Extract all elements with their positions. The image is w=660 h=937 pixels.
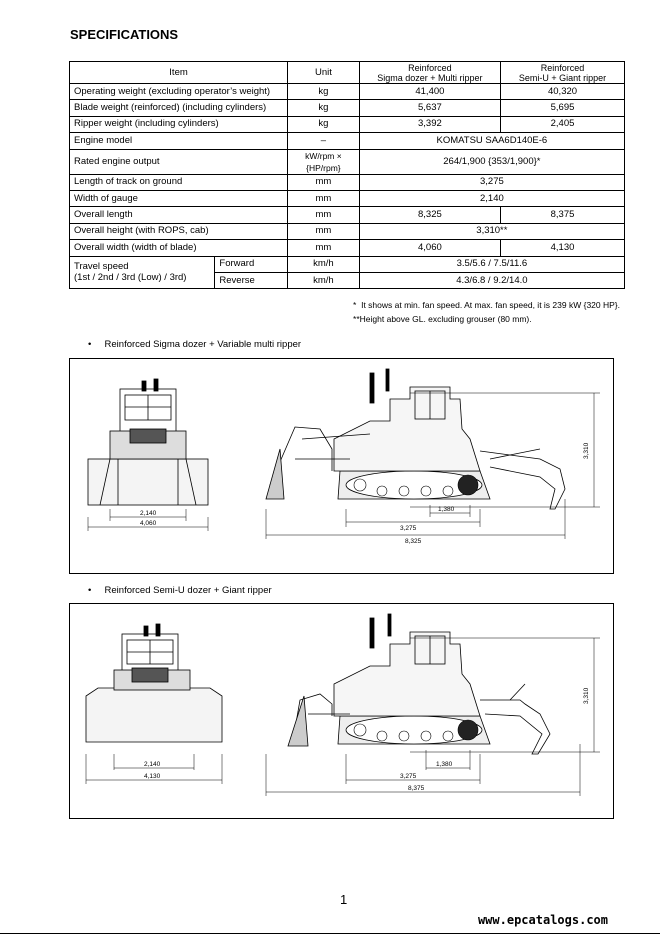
figure-2-label: Reinforced Semi-U dozer + Giant ripper (104, 585, 272, 596)
row-item: Overall length (70, 207, 288, 223)
travel-reverse-label: Reverse (215, 272, 288, 288)
figure-1-caption: • Reinforced Sigma dozer + Variable multi ripper (88, 339, 302, 350)
fig1-dim-height: 3,310 (583, 442, 590, 459)
header-col2-line1: Reinforced (540, 62, 585, 73)
figure-2-caption: • Reinforced Semi-U dozer + Giant ripper (88, 585, 272, 596)
header-unit: Unit (288, 62, 360, 84)
row-unit: – (288, 133, 360, 149)
row-unit: kg (288, 116, 360, 132)
fig1-dim-track: 3,275 (400, 525, 417, 532)
travel-forward-unit: km/h (288, 256, 360, 272)
row-item: Blade weight (reinforced) (including cylinders) (70, 100, 288, 116)
row-value-col2: 40,320 (501, 84, 625, 100)
travel-forward-label: Forward (215, 256, 288, 272)
header-col2 (501, 62, 625, 84)
row-unit: mm (288, 174, 360, 190)
row-unit: kW/rpm × {HP/rpm} (288, 149, 360, 174)
table-row (70, 207, 625, 223)
row-unit: mm (288, 207, 360, 223)
bottom-rule (0, 933, 660, 934)
travel-reverse-value: 4.3/6.8 / 9.2/14.0 (359, 272, 624, 288)
table-row (70, 223, 625, 239)
fig1-dim-length: 8,325 (405, 538, 422, 545)
side-view-dozer-1 (266, 369, 565, 509)
row-item: Length of track on ground (70, 174, 288, 190)
row-value-col1: 8,325 (359, 207, 500, 223)
row-value-both: KOMATSU SAA6D140E-6 (359, 133, 624, 149)
side-view-dozer-2 (288, 614, 550, 754)
fig2-dim-gauge: 2,140 (144, 761, 161, 768)
table-row (70, 240, 625, 256)
row-unit: mm (288, 190, 360, 206)
fig2-dim-length: 8,375 (408, 785, 425, 792)
table-row (70, 149, 625, 174)
footnote-2 (353, 312, 620, 326)
row-item: Rated engine output (70, 149, 288, 174)
table-row (70, 84, 625, 100)
table-row (70, 100, 625, 116)
fig1-dim-gauge: 2,140 (140, 510, 157, 517)
footnote-1 (353, 298, 620, 312)
row-item: Operating weight (excluding operator’s weight) (70, 84, 288, 100)
table-row (70, 190, 625, 206)
fig1-dim-sprocket: 1,380 (438, 506, 455, 513)
table-header-row (70, 62, 625, 84)
fig2-dim-height: 3,310 (583, 687, 590, 704)
footnotes (353, 298, 620, 326)
header-col1-line1: Reinforced (408, 62, 452, 73)
table-row (70, 133, 625, 149)
row-unit: kg (288, 84, 360, 100)
row-value-col2: 8,375 (501, 207, 625, 223)
fig1-dim-width: 4,060 (140, 520, 157, 527)
footnote-2-mark: ** (353, 314, 360, 324)
figure-1-svg (70, 359, 613, 573)
page-title: SPECIFICATIONS (70, 27, 179, 42)
row-value-both: 264/1,900 {353/1,900}* (359, 149, 624, 174)
figure-1-drawing (69, 358, 614, 574)
fig2-dim-width: 4,130 (144, 773, 161, 780)
header-item: Item (70, 62, 288, 84)
row-unit: mm (288, 240, 360, 256)
row-value-col1: 4,060 (359, 240, 500, 256)
header-col1-line2: Sigma dozer + Multi ripper (377, 72, 483, 83)
footnote-2-text: Height above GL. excluding grouser (80 mm). (359, 314, 532, 324)
travel-forward-value: 3.5/5.6 / 7.5/11.6 (359, 256, 624, 272)
footnote-1-text: It shows at min. fan speed. At max. fan speed, it is 239 kW {320 HP}. (361, 300, 620, 310)
table-row-travel-forward (70, 256, 625, 272)
travel-speed-line2: (1st / 2nd / 3rd (Low) / 3rd) (74, 272, 187, 284)
header-col1 (359, 62, 500, 84)
row-item: Width of gauge (70, 190, 288, 206)
figure-2-drawing (69, 603, 614, 819)
row-item: Engine model (70, 133, 288, 149)
front-view-dozer-2 (86, 624, 222, 742)
front-view-dozer-1 (88, 379, 208, 505)
table-row (70, 116, 625, 132)
row-value-col2: 4,130 (501, 240, 625, 256)
specifications-table (69, 61, 625, 289)
row-value-col2: 5,695 (501, 100, 625, 116)
row-item: Ripper weight (including cylinders) (70, 116, 288, 132)
travel-reverse-unit: km/h (288, 272, 360, 288)
row-value-col1: 41,400 (359, 84, 500, 100)
row-unit: mm (288, 223, 360, 239)
row-value-col1: 5,637 (359, 100, 500, 116)
header-col2-line2: Semi-U + Giant ripper (518, 72, 607, 83)
row-value-col1: 3,392 (359, 116, 500, 132)
figure-1-label: Reinforced Sigma dozer + Variable multi ripper (104, 339, 302, 350)
row-value-col2: 2,405 (501, 116, 625, 132)
row-value-both: 2,140 (359, 190, 624, 206)
fig2-dim-sprocket: 1,380 (436, 761, 453, 768)
watermark-url: www.epcatalogs.com (477, 913, 608, 927)
page-number: 1 (340, 892, 348, 907)
row-item: Overall width (width of blade) (70, 240, 288, 256)
travel-speed-label (70, 256, 215, 289)
table-row (70, 174, 625, 190)
row-item: Overall height (with ROPS, cab) (70, 223, 288, 239)
row-value-both: 3,275 (359, 174, 624, 190)
row-value-both: 3,310** (359, 223, 624, 239)
footnote-1-mark: * (353, 300, 357, 310)
figure-2-svg (70, 604, 613, 818)
travel-speed-line1: Travel speed (74, 261, 129, 273)
row-unit: kg (288, 100, 360, 116)
fig2-dim-track: 3,275 (400, 773, 417, 780)
